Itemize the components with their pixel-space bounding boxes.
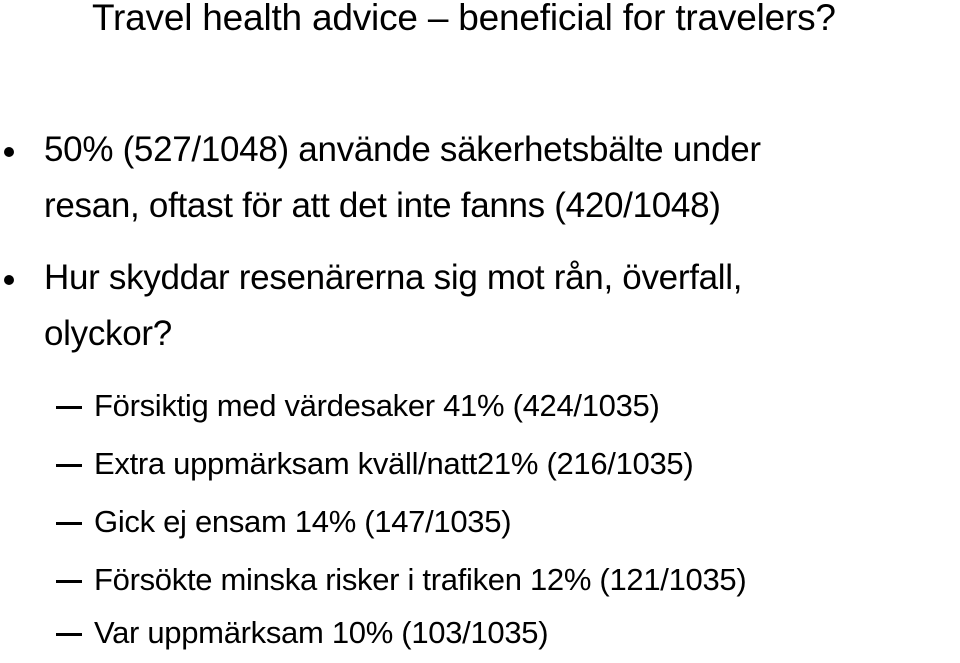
sub-bullet-text: Försiktig med värdesaker 41% (424/1035) [94, 388, 660, 423]
sub-bullet-item [0, 378, 960, 436]
sub-bullet-text: Extra uppmärksam kväll/natt21% (216/1035) [94, 446, 694, 481]
bullet-dot-icon [4, 275, 14, 285]
sub-bullet-item [0, 552, 960, 610]
sub-bullet-text: Försökte minska risker i trafiken 12% (121/1035) [94, 562, 747, 597]
dash-icon [56, 633, 82, 636]
slide-title: Travel health advice – beneficial for travelers? [92, 0, 836, 38]
sub-bullet-item [0, 436, 960, 494]
bullet-dot-icon [4, 147, 14, 157]
bullet-text: Hur skyddar resenärerna sig mot rån, överfall, olyckor? [44, 258, 743, 353]
dash-icon [56, 522, 82, 525]
dash-icon [56, 406, 82, 409]
sub-bullet-item [0, 494, 960, 552]
sub-bullet-item [0, 605, 960, 663]
dash-icon [56, 464, 82, 467]
dash-icon [56, 580, 82, 583]
bullet-text: 50% (527/1048) använde säkerhetsbälte under resan, oftast för att det inte fanns (420/1048) [44, 130, 761, 225]
sub-bullet-text: Gick ej ensam 14% (147/1035) [94, 504, 512, 539]
sub-bullet-text: Var uppmärksam 10% (103/1035) [94, 615, 549, 650]
